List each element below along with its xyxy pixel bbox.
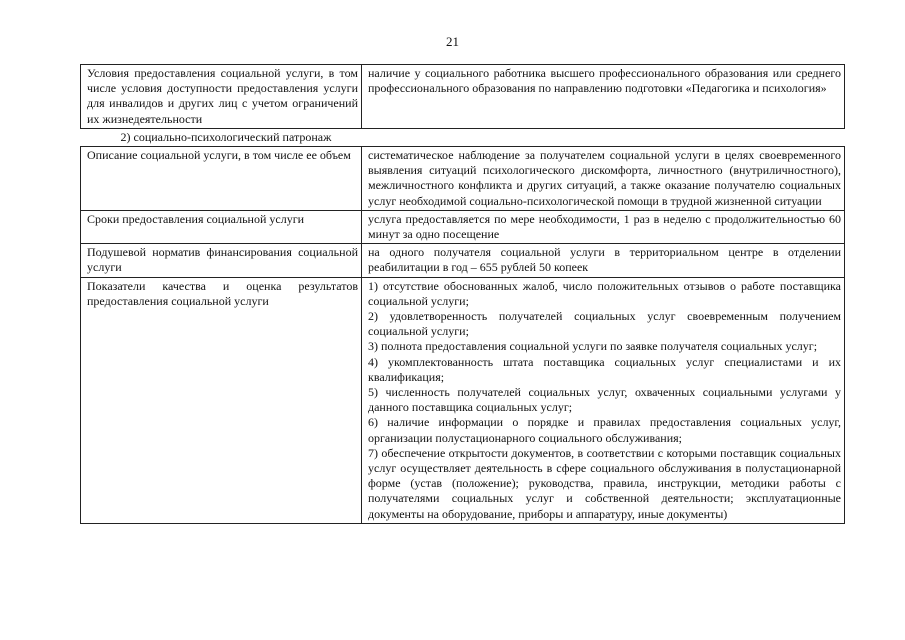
indicator-item: 3) полнота предоставления социальной услуги по заявке получателя социальных услуг; [368,339,818,354]
row-label-terms: Сроки предоставления социальной услуги [81,210,362,243]
row-value-description: систематическое наблюдение за получателем социальной услуги в целях своевременного выявления ситуаций психологического дискомфорта, личностного (внутриличностного), межличностного конфликта и других ситуаций, а также оказание получателю социальных услуг необходимой социально-психологической помощи в трудной жизненной ситуации [362,147,845,211]
service-standard-table [80,64,845,524]
row-value-indicators [362,277,845,523]
indicator-item: 7) обеспечение открытости документов, в соответствии с которыми поставщик социальных услуг осуществляет деятельность в сфере социального обслуживания в полустационарной форме (устав (положение); руководства, правила, инструкции, методики работы с получателями социальных услуг и собственной деятельности; эксплуатационные документы на оборудование, приборы и аппаратуру, иные документы) [368,445,841,521]
row-label-indicators: Показатели качества и оценка результатов предоставления социальной услуги [81,277,362,523]
table-row [81,147,845,211]
indicator-item: 1) отсутствие обоснованных жалоб, число положительных отзывов о работе поставщика социальной услуги; [368,278,841,308]
table-row [81,244,845,277]
row-label-conditions: Условия предоставления социальной услуги, в том числе условия доступности предоставления услуги для инвалидов и других лиц с учетом ограничений их жизнедеятельности [81,65,362,129]
indicator-item: 2) удовлетворенность получателей социальных услуг своевременным получением социальной услуги; [368,309,841,339]
indicator-item: 4) укомплектованность штата поставщика социальных услуг специалистами и их квалификация; [368,354,841,384]
indicator-item: 6) наличие информации о порядке и правилах предоставления социальных услуг, организации полустационарного социального обслуживания; [368,415,841,445]
page-number: 21 [446,34,459,49]
indicator-item: 5) численность получателей социальных услуг, охваченных социальными услугами у данного поставщика социальных услуг; [368,385,841,415]
row-value-conditions: наличие у социального работника высшего профессионального образования или среднего профессионального образования по направлению подготовки «Педагогика и психология» [362,65,845,129]
section-title: 2) социально-психологический патронаж [81,128,845,146]
row-value-financing: на одного получателя социальной услуги в территориальном центре в отделении реабилитации в год – 655 рублей 50 копеек [362,244,845,277]
table-row [81,210,845,243]
row-label-financing: Подушевой норматив финансирования социальной услуги [81,244,362,277]
table-row [81,65,845,129]
row-label-description: Описание социальной услуги, в том числе ее объем [81,147,362,211]
row-value-terms: услуга предоставляется по мере необходимости, 1 раз в неделю с продолжительностью 60 минут за одно посещение [362,210,845,243]
section-header-row [81,128,845,146]
table-row [81,277,845,523]
